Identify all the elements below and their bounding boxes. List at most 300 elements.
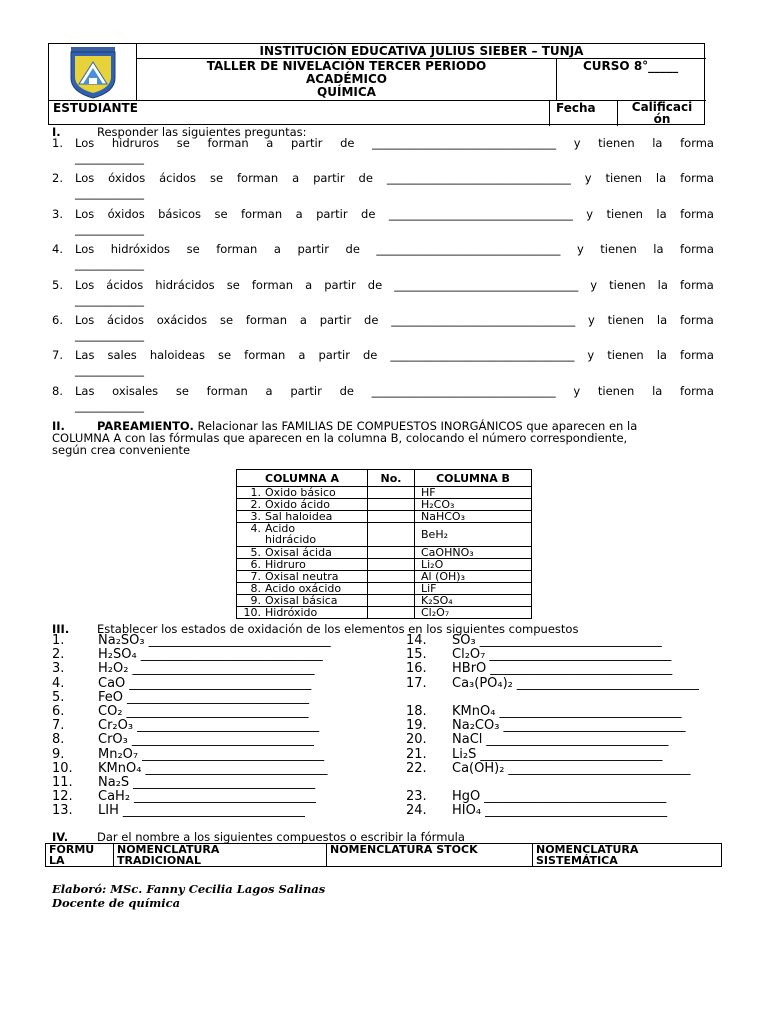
question-word: Las	[75, 383, 95, 398]
answer-number-cell[interactable]	[368, 607, 415, 619]
oxidation-blank[interactable]: ____________________________	[140, 647, 323, 663]
question-word: a	[305, 277, 313, 292]
course-field: CURSO 8°_____	[583, 59, 679, 73]
oxidation-item	[52, 776, 315, 790]
oxidation-item	[406, 790, 666, 804]
column-b-formula: K₂SO₄	[415, 595, 532, 607]
column-a-cell	[237, 559, 368, 571]
question-word: partir	[318, 348, 350, 363]
oxidation-blank[interactable]: ____________________________	[137, 718, 320, 734]
question-tail-word: la	[656, 206, 667, 221]
oxidation-blank[interactable]: ____________________________	[127, 689, 309, 705]
question-word: a	[266, 136, 274, 150]
question-word: partir	[297, 242, 329, 257]
item-number: 20.	[406, 732, 427, 748]
question-text-row	[75, 314, 714, 326]
answer-blank-form[interactable]: ____________	[75, 328, 144, 342]
question-word: forman	[206, 383, 248, 398]
oxidation-item	[406, 648, 671, 662]
compound-formula: KMnO₄	[98, 760, 142, 776]
matching-row	[237, 487, 532, 499]
oxidation-item	[52, 634, 331, 648]
question-tail-word: y	[576, 242, 584, 257]
answer-number-cell[interactable]	[368, 499, 415, 511]
author-role: Docente de química	[52, 896, 181, 910]
item-number: 1.	[52, 633, 65, 648]
matching-row	[237, 499, 532, 511]
question-tail-word: y	[573, 383, 581, 398]
nomenclature-table-header	[45, 843, 722, 867]
item-number: 5.	[52, 689, 65, 705]
question-tail-word: forma	[680, 206, 714, 221]
subject-title: QUÍMICA	[317, 85, 376, 99]
question-tail-word: y	[584, 171, 592, 186]
question-text-row	[75, 243, 714, 255]
item-number: 7.	[52, 718, 65, 734]
family-number: 7.	[250, 570, 261, 583]
workshop-title-line1: TALLER DE NIVELACIÓN TERCER PERIODO	[206, 59, 487, 73]
compound-formula: HIO₄	[452, 803, 482, 819]
question-word: de	[340, 136, 355, 150]
oxidation-item	[52, 648, 323, 662]
question-word: a	[299, 313, 307, 327]
oxidation-item	[406, 762, 690, 776]
family-name: Acido oxácido	[265, 582, 342, 595]
family-number: 10.	[243, 606, 261, 619]
question-tail-word: y	[573, 136, 581, 150]
item-number: 6.	[52, 704, 65, 719]
oxidation-blank[interactable]: ____________________________	[508, 760, 691, 776]
question-tail-word: y	[588, 313, 595, 327]
question-word: ácidos	[106, 277, 144, 292]
column-a-cell	[237, 547, 368, 559]
oxidation-item	[52, 719, 319, 733]
oxidation-blank[interactable]: ____________________________	[489, 647, 672, 663]
answer-number-cell[interactable]	[368, 487, 415, 499]
answer-number-cell[interactable]	[368, 559, 415, 571]
family-name: Oxisal ácida	[265, 546, 332, 559]
question-tail-word: tienen	[600, 242, 637, 257]
matching-row	[237, 547, 532, 559]
family-name: Óxido ácido	[265, 498, 330, 511]
question-word: de	[364, 313, 379, 327]
question-tail-word: tienen	[609, 277, 646, 292]
section4-roman: IV.	[52, 830, 69, 844]
family-name: Oxisal básica	[265, 594, 338, 607]
matching-table	[236, 469, 532, 619]
answer-blank[interactable]: ________________________________	[376, 242, 561, 257]
question-word: se	[176, 136, 190, 150]
oxidation-blank[interactable]: ____________________________	[486, 732, 669, 748]
family-number: 2.	[250, 498, 261, 511]
question-tail-word: y	[586, 206, 594, 221]
date-label: Fecha	[549, 101, 617, 126]
answer-blank[interactable]: ________________________________	[371, 383, 556, 398]
question-tail-word: la	[652, 136, 663, 150]
oxidation-blank[interactable]: ____________________________	[133, 775, 316, 790]
grade-label	[617, 101, 706, 126]
oxidation-blank[interactable]: ____________________________	[479, 633, 662, 648]
item-number: 19.	[406, 718, 427, 734]
student-label: ESTUDIANTE	[53, 101, 138, 115]
compound-formula: CaO	[98, 675, 126, 691]
oxidation-blank[interactable]: ____________________________	[499, 704, 682, 719]
family-number: 1.	[250, 486, 261, 499]
question-word: partir	[313, 171, 345, 186]
column-b-formula: HF	[415, 487, 532, 499]
question-text-row	[75, 279, 714, 291]
question-word: de	[367, 277, 383, 292]
item-number: 4.	[52, 675, 65, 691]
question-word: de	[362, 348, 378, 363]
question-text-row	[75, 208, 714, 220]
question-tail-word: forma	[679, 277, 714, 292]
oxidation-item	[52, 662, 314, 676]
family-number: 4.	[250, 522, 261, 535]
item-number: 11.	[52, 775, 73, 790]
question-tail-word: la	[653, 242, 664, 257]
compound-formula: SO₃	[452, 633, 476, 648]
question-word: hidrácidos	[155, 277, 215, 292]
section2-instructions	[52, 420, 714, 456]
compound-formula: Na₂SO₃	[98, 633, 145, 648]
oxidation-item	[52, 804, 305, 818]
question-tail-word: tienen	[598, 136, 635, 150]
answer-number-cell[interactable]	[368, 523, 415, 547]
question-tail-word: forma	[679, 313, 714, 327]
item-number: 12.	[52, 789, 73, 805]
answer-blank-form[interactable]: ____________	[75, 151, 144, 165]
answer-blank-form[interactable]: ____________	[75, 221, 144, 236]
grade-label-line2: ón	[653, 112, 671, 126]
answer-number-cell[interactable]	[368, 547, 415, 559]
question-word: se	[218, 348, 232, 363]
answer-blank[interactable]: ________________________________	[388, 206, 573, 221]
traditional-header-line2: TRADICIONAL	[117, 854, 201, 867]
column-a-cell	[237, 511, 368, 523]
oxidation-item	[52, 748, 324, 762]
question-number: 4.	[52, 242, 63, 257]
oxidation-item	[406, 804, 667, 818]
question-word: ácidos	[107, 313, 144, 327]
oxidation-item	[52, 705, 309, 719]
item-number: 17.	[406, 675, 427, 691]
compound-formula: CaH₂	[98, 789, 131, 805]
oxidation-blank[interactable]: ____________________________	[503, 718, 686, 734]
systematic-header-line1: NOMENCLATURA	[536, 843, 639, 856]
compound-formula: Li₂S	[452, 746, 477, 762]
family-name: Óxido básico	[265, 486, 336, 499]
question-word: forman	[251, 277, 294, 292]
question-word: oxisales	[112, 383, 159, 398]
question-text-row	[75, 385, 714, 397]
question-number: 7.	[52, 348, 63, 363]
oxidation-blank[interactable]: ____________________________	[134, 789, 317, 805]
question-tail-word: la	[656, 313, 668, 327]
question-tail-word: tienen	[605, 171, 642, 186]
question-word: hidruros	[111, 136, 160, 150]
compound-formula: Ca(OH)₂	[452, 760, 505, 776]
answer-number-cell[interactable]	[368, 595, 415, 607]
oxidation-blank[interactable]: ____________________________	[485, 803, 668, 819]
question-number: 2.	[52, 171, 63, 186]
grade-label-line1: Calificaci	[631, 100, 693, 114]
question-number: 3.	[52, 206, 63, 221]
answer-blank[interactable]: ________________________________	[390, 348, 575, 363]
compound-formula: HgO	[452, 789, 481, 805]
section4-title: Dar el nombre a los siguientes compuestos o escribir la fórmula	[97, 830, 465, 844]
family-name: Ácido hidrácido	[265, 522, 317, 546]
oxidation-blank[interactable]: ____________________________	[126, 704, 309, 719]
answer-blank[interactable]: ________________________________	[391, 313, 576, 327]
compound-formula: H₂O₂	[98, 661, 129, 677]
question-word: de	[345, 242, 360, 257]
column-b-formula: LiF	[415, 583, 532, 595]
question-word: de	[358, 171, 373, 186]
compound-formula: Cl₂O₇	[452, 647, 486, 663]
family-name: Oxisal neutra	[265, 570, 339, 583]
oxidation-item	[52, 677, 311, 691]
question-word: hidróxidos	[110, 242, 171, 257]
question-tail-word: la	[652, 383, 663, 398]
matching-row	[237, 583, 532, 595]
column-a-cell	[237, 499, 368, 511]
question-word: Los	[75, 277, 95, 292]
question-word: se	[214, 206, 228, 221]
question-tail-word: y	[587, 348, 595, 363]
oxidation-item	[52, 762, 327, 776]
item-number: 21.	[406, 746, 427, 762]
family-name: Hidruro	[265, 558, 306, 571]
oxidation-blank[interactable]: ____________________________	[122, 803, 305, 819]
author-signature: Elaboró: MSc. Fanny Cecilia Lagos Salinas	[52, 882, 326, 896]
family-name: Sal haloidea	[265, 510, 333, 523]
family-number: 8.	[250, 582, 261, 595]
oxidation-item	[406, 634, 662, 648]
question-word: básicos	[158, 206, 202, 221]
compound-formula: CrO₃	[98, 732, 128, 748]
question-word: oxácidos	[156, 313, 208, 327]
question-number: 1.	[52, 136, 63, 150]
compound-formula: H₂SO₄	[98, 647, 137, 663]
question-text-row	[75, 172, 714, 184]
oxidation-blank[interactable]: ____________________________	[132, 661, 315, 677]
formula-column-header	[46, 844, 114, 866]
oxidation-blank[interactable]: ____________________________	[145, 760, 328, 776]
compound-formula: KMnO₄	[452, 704, 496, 719]
compound-formula: Cr₂O₃	[98, 718, 134, 734]
institution-title: INSTITUCIÓN EDUCATIVA JULIUS SIEBER – TUNJA	[137, 44, 706, 59]
question-word: a	[273, 242, 281, 257]
oxidation-blank[interactable]: ____________________________	[129, 675, 312, 691]
column-b-formula: BeH₂	[415, 523, 532, 547]
column-a-cell	[237, 523, 368, 547]
answer-blank-form[interactable]: ____________	[75, 257, 144, 272]
section3-title: Establecer los estados de oxidación de los elementos en los siguientes compuestos	[97, 622, 579, 636]
family-number: 6.	[250, 558, 261, 571]
family-number: 9.	[250, 594, 261, 607]
question-word: forman	[245, 313, 288, 327]
oxidation-blank[interactable]: ____________________________	[490, 661, 673, 677]
oxidation-item	[406, 719, 685, 733]
item-number: 3.	[52, 661, 65, 677]
matching-row	[237, 607, 532, 619]
section2-instructions-line3: según crea conveniente	[52, 443, 191, 457]
column-a-header: COLUMNA A	[237, 470, 368, 487]
question-text-row	[75, 137, 714, 149]
column-b-formula: H₂CO₃	[415, 499, 532, 511]
item-number: 10.	[52, 760, 73, 776]
oxidation-item	[406, 705, 681, 719]
question-tail-word: forma	[680, 242, 714, 257]
question-tail-word: forma	[680, 171, 714, 186]
question-number: 5.	[52, 277, 63, 292]
section2-instructions-line2: COLUMNA A con las fórmulas que aparecen en la columna B, colocando el número correspondiente,	[52, 431, 628, 445]
workshop-title	[137, 59, 557, 100]
question-tail-word: la	[655, 171, 667, 186]
question-word: forman	[240, 206, 283, 221]
column-b-formula: Li₂O	[415, 559, 532, 571]
column-a-cell	[237, 583, 368, 595]
item-number: 16.	[406, 661, 427, 677]
answer-blank[interactable]: ________________________________	[386, 171, 571, 186]
question-word: a	[298, 348, 306, 363]
answer-blank[interactable]: ________________________________	[394, 277, 579, 292]
question-word: óxidos	[108, 171, 146, 186]
oxidation-blank[interactable]: ____________________________	[516, 675, 699, 691]
question-text-row	[75, 349, 714, 361]
question-word: haloideas	[149, 348, 206, 363]
answer-blank[interactable]: ________________________________	[372, 136, 557, 150]
item-number: 15.	[406, 647, 427, 663]
stock-header-text: NOMENCLATURA STOCK	[330, 843, 478, 856]
question-word: Las	[75, 348, 95, 363]
question-word: se	[219, 313, 234, 327]
formula-header-line2: LA	[49, 854, 65, 867]
column-b-formula: NaHCO₃	[415, 511, 532, 523]
question-word: de	[339, 383, 354, 398]
item-number: 2.	[52, 647, 65, 663]
section1-roman: I.	[52, 125, 61, 139]
school-crest-logo	[49, 44, 137, 100]
question-word: Los	[75, 136, 95, 150]
column-a-cell	[237, 595, 368, 607]
oxidation-blank[interactable]: ____________________________	[142, 746, 325, 762]
question-word: se	[209, 171, 224, 186]
oxidation-item	[406, 677, 699, 691]
family-number: 3.	[250, 510, 261, 523]
column-b-formula: Al (OH)₃	[415, 571, 532, 583]
answer-number-cell[interactable]	[368, 571, 415, 583]
question-tail-word: forma	[680, 383, 714, 398]
formula-header-line1: FÓRMU	[49, 843, 95, 856]
item-number: 24.	[406, 803, 427, 819]
question-tail-word: tienen	[607, 348, 644, 363]
question-word: partir	[319, 313, 352, 327]
compound-formula: Na₂CO₃	[452, 718, 500, 734]
logo-cell	[49, 44, 137, 100]
item-number: 13.	[52, 803, 73, 819]
column-b-formula: CaOHNO₃	[415, 547, 532, 559]
question-word: forman	[244, 348, 286, 363]
question-word: ácidos	[159, 171, 197, 186]
systematic-header-line2: SISTEMÁTICA	[536, 854, 618, 867]
family-name: Hidróxido	[265, 606, 318, 619]
question-word: a	[292, 171, 300, 186]
oxidation-item	[52, 790, 316, 804]
matching-row	[237, 595, 532, 607]
question-word: Los	[75, 206, 95, 221]
document-header	[48, 43, 705, 125]
matching-row	[237, 523, 532, 547]
student-row	[49, 100, 706, 126]
workshop-title-line2: ACADÉMICO	[306, 72, 387, 86]
number-header: No.	[368, 470, 415, 487]
answer-blank-form[interactable]: ____________	[75, 292, 144, 307]
answer-number-cell[interactable]	[368, 583, 415, 595]
family-number: 5.	[250, 546, 261, 559]
systematic-column-header	[533, 844, 721, 866]
answer-blank-form[interactable]: ____________	[75, 363, 144, 378]
oxidation-blank[interactable]: ____________________________	[148, 633, 331, 648]
oxidation-blank[interactable]: ____________________________	[131, 732, 314, 748]
item-number: 23.	[406, 789, 427, 805]
oxidation-item	[52, 691, 309, 705]
question-word: se	[186, 242, 200, 257]
oxidation-item	[406, 662, 672, 676]
question-word: partir	[316, 206, 348, 221]
compound-formula: FeO	[98, 689, 123, 705]
question-word: sales	[107, 348, 137, 363]
question-tail-word: la	[656, 348, 667, 363]
oxidation-item	[406, 733, 668, 747]
question-word: Los	[75, 242, 95, 257]
answer-number-cell[interactable]	[368, 511, 415, 523]
answer-blank-form[interactable]: ____________	[75, 186, 144, 201]
compound-formula: Ca₃(PO₄)₂	[452, 675, 513, 691]
question-word: forman	[216, 242, 258, 257]
stock-column-header	[327, 844, 533, 866]
answer-blank-form[interactable]: ____________	[75, 398, 144, 413]
matching-row	[237, 559, 532, 571]
oxidation-blank[interactable]: ____________________________	[480, 746, 663, 762]
question-number: 6.	[52, 313, 63, 327]
column-b-formula: Cl₂O₇	[415, 607, 532, 619]
question-tail-word: la	[657, 277, 668, 292]
item-number: 14.	[406, 633, 427, 648]
column-a-cell	[237, 571, 368, 583]
question-tail-word: y	[590, 277, 598, 292]
question-word: forman	[236, 171, 279, 186]
oxidation-item	[406, 748, 662, 762]
traditional-column-header	[114, 844, 327, 866]
compound-formula: Mn₂O₇	[98, 746, 139, 762]
question-tail-word: tienen	[607, 313, 645, 327]
item-number: 8.	[52, 732, 65, 748]
question-word: partir	[324, 277, 356, 292]
compound-formula: CO₂	[98, 704, 123, 719]
question-word: de	[361, 206, 376, 221]
question-number: 8.	[52, 383, 63, 398]
column-a-cell	[237, 487, 368, 499]
question-word: óxidos	[107, 206, 145, 221]
question-tail-word: forma	[680, 136, 714, 150]
oxidation-blank[interactable]: ____________________________	[484, 789, 667, 805]
question-word: Los	[75, 171, 95, 186]
question-tail-word: tienen	[606, 206, 643, 221]
compound-formula: Na₂S	[98, 775, 130, 790]
section2-instructions-line1: Relacionar las FAMILIAS DE COMPUESTOS INORGÁNICOS que aparecen en la	[197, 419, 638, 433]
